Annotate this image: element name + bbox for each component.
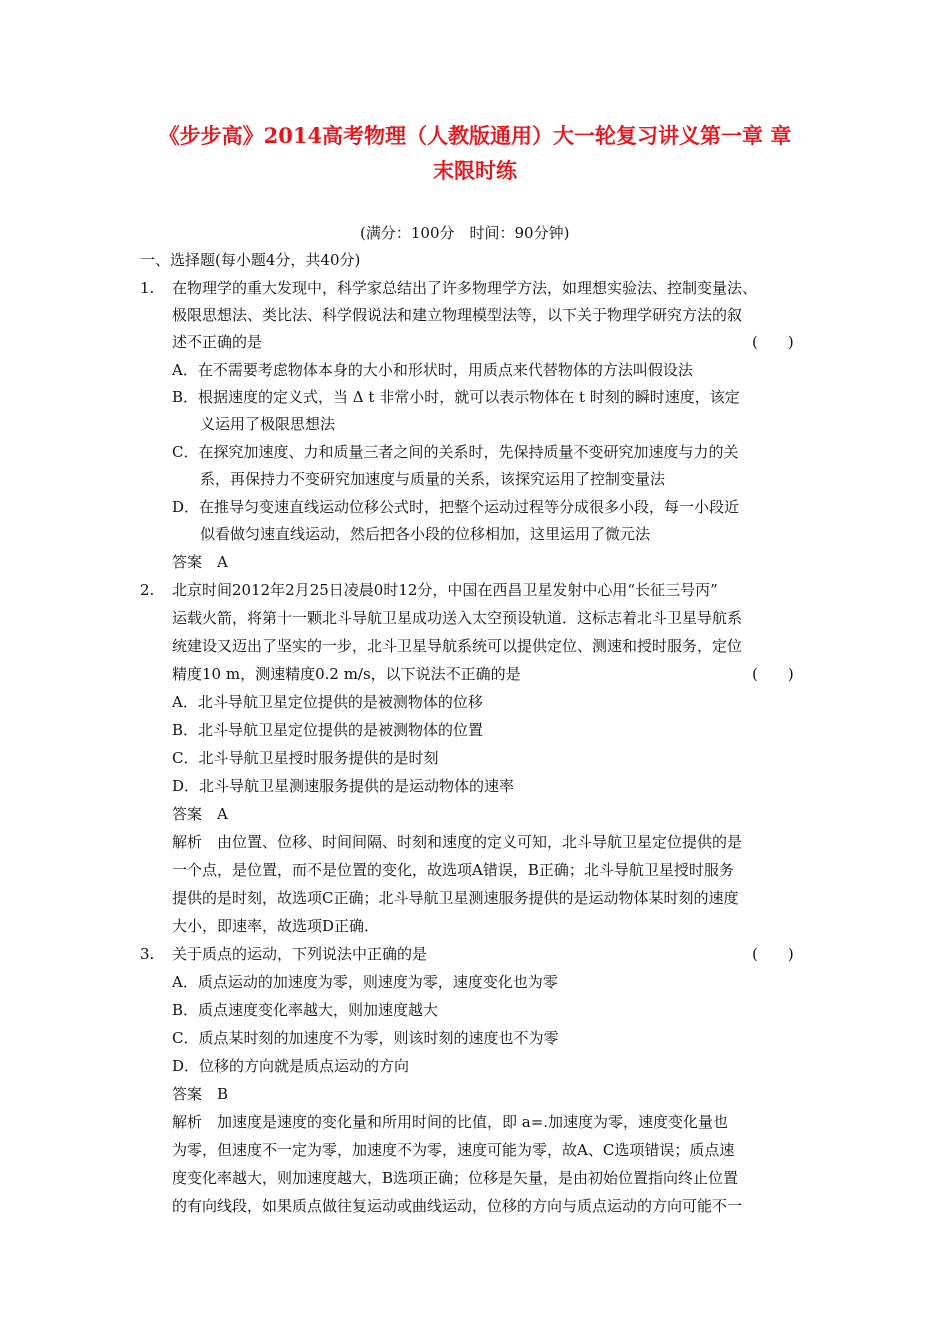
answer-bracket: ( ) [752,945,794,963]
answer-bracket: ( ) [752,333,794,351]
q1-stem-line: 在物理学的重大发现中，科学家总结出了许多物理学方法，如理想实验法、控制变量法、 [172,279,758,297]
q3-analysis-line: 为零，但速度不一定为零，加速度不为零，速度可能为零，故A、C选项错误；质点速 [172,1141,735,1159]
title-line-2: 末限时练 [433,158,517,183]
q3-option-a: A．质点运动的加速度为零，则速度为零，速度变化也为零 [172,973,558,991]
exam-meta: (满分：100分 时间：90分钟) [360,224,570,242]
q2-option-c: C．北斗导航卫星授时服务提供的是时刻 [172,749,439,767]
q3-analysis-line: 度变化率越大，则加速度越大，B选项正确；位移是矢量，是由初始位置指向终止位置 [172,1169,739,1187]
q3-option-c: C．质点某时刻的加速度不为零，则该时刻的速度也不为零 [172,1029,559,1047]
document-title [110,118,840,188]
q3-stem-line: 关于质点的运动，下列说法中正确的是 [172,945,428,963]
q2-stem-line: 运载火箭，将第十一颗北斗导航卫星成功送入太空预设轨道．这标志着北斗卫星导航系 [172,609,743,627]
q2-analysis-line: 解析 由位置、位移、时间间隔、时刻和速度的定义可知，北斗导航卫星定位提供的是 [172,833,743,851]
q3-analysis-line: 的有向线段，如果质点做往复运动或曲线运动，位移的方向与质点运动的方向可能不一 [172,1197,743,1215]
q2-stem-line: 精度10 m，测速精度0.2 m/s，以下说法不正确的是 [172,665,521,683]
answer-bracket: ( ) [752,665,794,683]
q3-analysis-line: 解析 加速度是速度的变化量和所用时间的比值，即 a=.加速度为零，速度变化量也 [172,1113,729,1131]
q3-option-b: B．质点速度变化率越大，则加速度越大 [172,1001,439,1019]
question-number: 1. [140,279,155,297]
q2-stem-line: 统建设又迈出了坚实的一步，北斗卫星导航系统可以提供定位、测速和授时服务，定位 [172,637,743,655]
q2-analysis-line: 提供的是时刻，故选项C正确；北斗导航卫星测速服务提供的是运动物体某时刻的速度 [172,889,739,907]
q1-option-d: D．在推导匀变速直线运动位移公式时，把整个运动过程等分成很多小段，每一小段近 [172,498,740,516]
q1-option-c: C．在探究加速度、力和质量三者之间的关系时，先保持质量不变研究加速度与力的关 [172,443,739,461]
q2-option-a: A．北斗导航卫星定位提供的是被测物体的位移 [172,693,483,711]
q2-analysis-line: 大小，即速率，故选项D正确． [172,917,380,935]
q1-answer: 答案 A [172,553,228,571]
q1-option-d-cont: 似看做匀速直线运动，然后把各小段的位移相加，这里运用了微元法 [200,525,651,543]
q1-stem-line: 极限思想法、类比法、科学假说法和建立物理模型法等，以下关于物理学研究方法的叙 [172,306,743,324]
q1-option-a: A．在不需要考虑物体本身的大小和形状时，用质点来代替物体的方法叫假设法 [172,361,693,379]
q2-option-d: D．北斗导航卫星测速服务提供的是运动物体的速率 [172,777,515,795]
q2-answer: 答案 A [172,805,228,823]
title-line-1: 《步步高》2014高考物理（人教版通用）大一轮复习讲义第一章 章 [158,123,792,148]
q3-option-d: D．位移的方向就是质点运动的方向 [172,1057,410,1075]
q1-stem-line: 述不正确的是 [172,333,263,351]
question-number: 3. [140,945,155,963]
q3-answer: 答案 B [172,1085,229,1103]
q2-stem-line: 北京时间2012年2月25日凌晨0时12分，中国在西昌卫星发射中心用“长征三号丙” [172,581,718,599]
q2-analysis-line: 一个点，是位置，而不是位置的变化，故选项A错误，B正确；北斗导航卫星授时服务 [172,861,734,879]
q1-option-b-cont: 义运用了极限思想法 [200,415,336,433]
q2-option-b: B．北斗导航卫星定位提供的是被测物体的位置 [172,721,484,739]
q1-option-b: B．根据速度的定义式，当 Δ t 非常小时，就可以表示物体在 t 时刻的瞬时速度，该定 [172,388,740,406]
section-heading: 一、选择题(每小题4分，共40分) [140,251,361,269]
q1-option-c-cont: 系，再保持力不变研究加速度与质量的关系，该探究运用了控制变量法 [200,470,666,488]
question-number: 2. [140,581,155,599]
